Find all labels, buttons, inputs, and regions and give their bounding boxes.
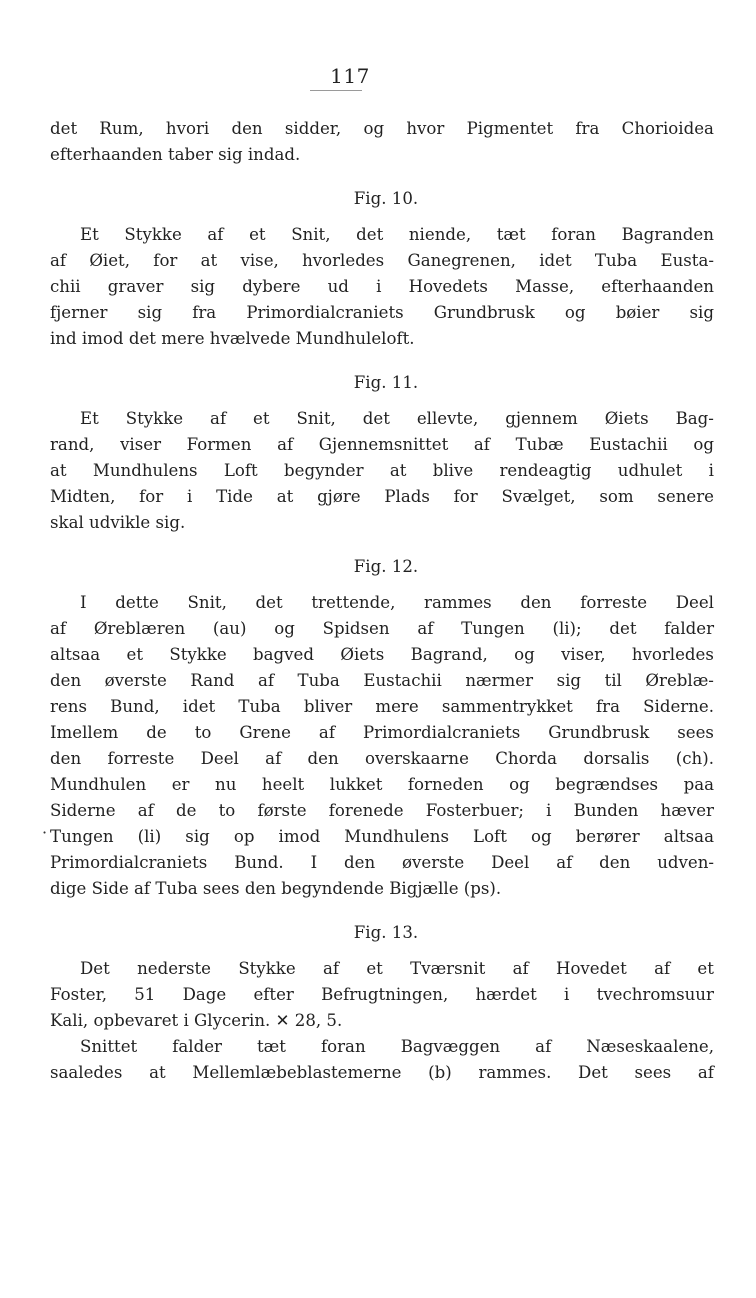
word: det — [609, 619, 637, 638]
word: sig — [556, 671, 582, 690]
figure-heading: Fig. 10. — [353, 189, 419, 208]
word: bagved — [253, 645, 315, 664]
word: rammes — [424, 593, 492, 612]
text-line — [50, 406, 714, 432]
word: i — [187, 487, 193, 506]
word: den — [50, 671, 82, 690]
text-line — [50, 116, 714, 142]
word: Pigmentet — [466, 119, 554, 138]
word: Tuba — [238, 697, 281, 716]
text-line: dige Side af Tuba sees den begyndende Bigjælle (ps). — [50, 879, 502, 898]
word: og — [363, 119, 385, 138]
word: Grundbrusk — [433, 303, 535, 322]
word: at — [389, 461, 407, 480]
figure-10-section — [50, 186, 714, 352]
word: tæt — [257, 1037, 286, 1056]
word: gjøre — [317, 487, 361, 506]
word: i — [564, 985, 570, 1004]
word: af — [322, 959, 340, 978]
word: udhulet — [617, 461, 683, 480]
word: (b) — [428, 1063, 452, 1082]
text-line — [50, 484, 714, 510]
word: forneden — [407, 775, 484, 794]
word: imod — [278, 827, 321, 846]
word: forenede — [328, 801, 404, 820]
word: at — [149, 1063, 166, 1082]
word: Et — [80, 225, 99, 244]
word: af — [137, 801, 154, 820]
word: er — [171, 775, 190, 794]
text-line — [50, 300, 714, 326]
text-line — [50, 720, 714, 746]
word: af — [654, 959, 671, 978]
word: niende, — [408, 225, 472, 244]
word: Mundhulens — [344, 827, 449, 846]
word: 51 — [134, 985, 156, 1004]
word: Øreblæ- — [645, 671, 714, 690]
word: paa — [683, 775, 714, 794]
word: hvorledes — [302, 251, 385, 270]
word: Deel — [491, 853, 530, 872]
word: efterhaanden — [601, 277, 714, 296]
figure-heading: Fig. 13. — [353, 923, 419, 942]
word: af — [556, 853, 573, 872]
word: i — [376, 277, 382, 296]
word: rendeagtig — [499, 461, 592, 480]
word: hærdet — [475, 985, 537, 1004]
text-line: ind imod det mere hvælvede Mundhuleloft. — [50, 329, 415, 348]
word: begynder — [284, 461, 364, 480]
word: fra — [596, 697, 620, 716]
word: i — [546, 801, 552, 820]
text-line — [50, 798, 714, 824]
text-line — [50, 694, 714, 720]
word: ellevte, — [416, 409, 479, 428]
word: hvori — [165, 119, 210, 138]
word: af — [417, 619, 434, 638]
word: Primordialcraniets — [362, 723, 521, 742]
word: fra — [575, 119, 600, 138]
word: (ch). — [675, 749, 714, 768]
word: Stykke — [169, 645, 227, 664]
word: sees — [634, 1063, 672, 1082]
word: (li) — [137, 827, 162, 846]
word: Øiet, — [89, 251, 131, 270]
word: som — [599, 487, 634, 506]
text-line — [50, 1034, 714, 1060]
word: Imellem — [50, 723, 119, 742]
word: af — [50, 619, 67, 638]
word: rammes. — [478, 1063, 552, 1082]
word: hæver — [660, 801, 714, 820]
word: Øreblæren — [93, 619, 186, 638]
word: Tungen — [50, 827, 114, 846]
word: tvechromsuur — [596, 985, 714, 1004]
word: ud — [327, 277, 349, 296]
word: Siderne. — [643, 697, 714, 716]
word: hvor — [406, 119, 445, 138]
text-line — [50, 616, 714, 642]
word: et — [366, 959, 383, 978]
word: Eustachii — [363, 671, 442, 690]
text-line — [50, 850, 714, 876]
word: og — [564, 303, 586, 322]
word: det — [362, 409, 390, 428]
word: Grene — [239, 723, 291, 742]
word: Stykke — [124, 225, 182, 244]
word: sig — [689, 303, 714, 322]
word: senere — [657, 487, 714, 506]
word: Tungen — [461, 619, 525, 638]
word: et — [253, 409, 270, 428]
word: af — [207, 225, 224, 244]
word: Spidsen — [322, 619, 390, 638]
word: rand, — [50, 435, 95, 454]
word: Befrugtningen, — [321, 985, 449, 1004]
word: Loft — [223, 461, 258, 480]
word: Deel — [675, 593, 714, 612]
word: Bund. — [234, 853, 284, 872]
word: fra — [192, 303, 217, 322]
word: og — [530, 827, 552, 846]
word: Formen — [186, 435, 252, 454]
word: blive — [432, 461, 474, 480]
word: forreste — [107, 749, 175, 768]
word: op — [233, 827, 255, 846]
word: sees — [677, 723, 714, 742]
word: vise, — [240, 251, 279, 270]
word: viser — [120, 435, 162, 454]
word: bliver — [303, 697, 353, 716]
text-line — [50, 248, 714, 274]
word: til — [604, 671, 622, 690]
word: saaledes — [50, 1063, 123, 1082]
word: af — [257, 671, 274, 690]
body-text — [50, 116, 714, 1086]
word: et — [697, 959, 714, 978]
word: Bag- — [675, 409, 714, 428]
word: udven- — [657, 853, 714, 872]
word: for — [453, 487, 478, 506]
word: Deel — [200, 749, 239, 768]
word: nederste — [137, 959, 211, 978]
word: efter — [253, 985, 294, 1004]
word: den — [50, 749, 82, 768]
word: Bagranden — [621, 225, 714, 244]
text-line — [50, 982, 714, 1008]
word: idet — [539, 251, 572, 270]
word: Rum, — [99, 119, 144, 138]
word: Tværsnit — [410, 959, 486, 978]
word: (li); — [552, 619, 582, 638]
word: I — [80, 593, 87, 612]
word: første — [257, 801, 307, 820]
word: den — [599, 853, 631, 872]
text-line — [50, 432, 714, 458]
text-line — [50, 458, 714, 484]
word: Eusta- — [660, 251, 714, 270]
word: Snit, — [291, 225, 331, 244]
text-line — [50, 746, 714, 772]
word: Bunden — [573, 801, 639, 820]
word: Et — [80, 409, 99, 428]
word: og — [509, 775, 530, 794]
word: graver — [107, 277, 164, 296]
word: af — [512, 959, 529, 978]
word: de — [146, 723, 167, 742]
word: af — [318, 723, 335, 742]
text-line: skal udvikle sig. — [50, 513, 186, 532]
word: af — [277, 435, 294, 454]
word: viser, — [561, 645, 606, 664]
word: (au) — [212, 619, 247, 638]
word: at — [276, 487, 294, 506]
word: og — [693, 435, 714, 454]
word: Ganegrenen, — [407, 251, 516, 270]
word: to — [218, 801, 236, 820]
word: Midten, — [50, 487, 116, 506]
word: Snittet — [80, 1037, 138, 1056]
text-line: efterhaanden taber sig indad. — [50, 145, 301, 164]
figure-heading: Fig. 12. — [353, 557, 419, 576]
word: falder — [664, 619, 714, 638]
word: to — [194, 723, 212, 742]
word: tæt — [496, 225, 526, 244]
word: den — [307, 749, 339, 768]
word: Loft — [473, 827, 507, 846]
page-number: 117 — [330, 64, 370, 88]
text-line — [50, 824, 714, 850]
word: Det — [80, 959, 110, 978]
text-line — [50, 772, 714, 798]
word: Hovedet — [555, 959, 627, 978]
word: bøier — [615, 303, 660, 322]
word: dorsalis — [583, 749, 650, 768]
word: Tubæ — [515, 435, 564, 454]
text-line: Kali, opbevaret i Glycerin. ✕ 28, 5. — [50, 1011, 343, 1030]
word: mere — [375, 697, 419, 716]
word: heelt — [261, 775, 305, 794]
word: og — [274, 619, 295, 638]
word: gjennem — [505, 409, 578, 428]
word: og — [514, 645, 535, 664]
word: Foster, — [50, 985, 107, 1004]
word: dybere — [242, 277, 301, 296]
word: af — [535, 1037, 552, 1056]
word: chii — [50, 277, 81, 296]
word: Øiets — [604, 409, 649, 428]
figure-11-section — [50, 370, 714, 536]
word: foran — [551, 225, 596, 244]
word: Snit, — [187, 593, 227, 612]
text-line — [50, 590, 714, 616]
word: Primordialcraniets — [246, 303, 404, 322]
word: idet — [182, 697, 216, 716]
text-line — [50, 642, 714, 668]
word: Chorda — [495, 749, 558, 768]
word: Eustachii — [589, 435, 668, 454]
word: trettende, — [311, 593, 396, 612]
word: nærmer — [465, 671, 534, 690]
word: Snit, — [296, 409, 336, 428]
word: Primordialcraniets — [50, 853, 208, 872]
word: Plads — [384, 487, 430, 506]
word: den — [231, 119, 263, 138]
word: Bund, — [110, 697, 160, 716]
word: Dage — [182, 985, 227, 1004]
word: forreste — [580, 593, 648, 612]
word: det — [255, 593, 283, 612]
word: Mellemlæbeblastemerne — [192, 1063, 402, 1082]
page-number-rule — [310, 90, 362, 91]
word: Fosterbuer; — [425, 801, 524, 820]
word: at — [200, 251, 218, 270]
word: af — [210, 409, 227, 428]
word: sig — [185, 827, 210, 846]
word: sidder, — [284, 119, 342, 138]
word: for — [153, 251, 178, 270]
word: Næseskaalene, — [586, 1037, 714, 1056]
word: øverste — [104, 671, 167, 690]
word: falder — [172, 1037, 222, 1056]
word: Svælget, — [501, 487, 576, 506]
word: Øiets — [340, 645, 385, 664]
word: i — [708, 461, 714, 480]
word: Chorioidea — [621, 119, 714, 138]
word: altsaa — [50, 645, 101, 664]
word: at — [50, 461, 67, 480]
word: øverste — [402, 853, 465, 872]
word: Siderne — [50, 801, 116, 820]
word: Grundbrusk — [548, 723, 650, 742]
word: de — [175, 801, 197, 820]
word: det — [50, 119, 78, 138]
figure-13-section — [50, 920, 714, 1086]
word: Mundhulens — [92, 461, 198, 480]
word: overskaarne — [364, 749, 469, 768]
text-line — [50, 956, 714, 982]
word: Hovedets — [408, 277, 488, 296]
word: det — [356, 225, 384, 244]
word: Bagrand, — [410, 645, 488, 664]
word: foran — [320, 1037, 366, 1056]
word: den — [520, 593, 552, 612]
word: Mundhulen — [50, 775, 147, 794]
word: Tuba — [297, 671, 340, 690]
text-line — [50, 274, 714, 300]
word: af — [697, 1063, 714, 1082]
word: Rand — [190, 671, 235, 690]
word: sig — [190, 277, 216, 296]
word: begrændses — [555, 775, 659, 794]
text-line — [50, 1060, 714, 1086]
word: Masse, — [515, 277, 575, 296]
word: dette — [115, 593, 159, 612]
word: for — [139, 487, 164, 506]
word: I — [310, 853, 318, 872]
paragraph-continuation — [50, 116, 714, 168]
word: hvorledes — [631, 645, 714, 664]
word: et — [126, 645, 144, 664]
word: sammentrykket — [441, 697, 573, 716]
word: Gjennemsnittet — [318, 435, 449, 454]
word: fjerner — [50, 303, 108, 322]
word: Stykke — [238, 959, 296, 978]
text-line — [50, 222, 714, 248]
word: nu — [215, 775, 237, 794]
word: Bagvæggen — [400, 1037, 501, 1056]
word: Stykke — [125, 409, 184, 428]
text-line — [50, 668, 714, 694]
word: den — [344, 853, 376, 872]
word: altsaa — [663, 827, 714, 846]
figure-heading: Fig. 11. — [353, 373, 419, 392]
word: rens — [50, 697, 87, 716]
word: Det — [578, 1063, 608, 1082]
word: Tide — [216, 487, 253, 506]
margin-dot-mark: · — [42, 823, 48, 842]
word: sig — [137, 303, 163, 322]
word: af — [473, 435, 490, 454]
word: af — [265, 749, 282, 768]
word: af — [50, 251, 67, 270]
word: Tuba — [594, 251, 638, 270]
word: lukket — [329, 775, 383, 794]
word: et — [249, 225, 266, 244]
word: berører — [575, 827, 640, 846]
figure-12-section — [50, 554, 714, 902]
